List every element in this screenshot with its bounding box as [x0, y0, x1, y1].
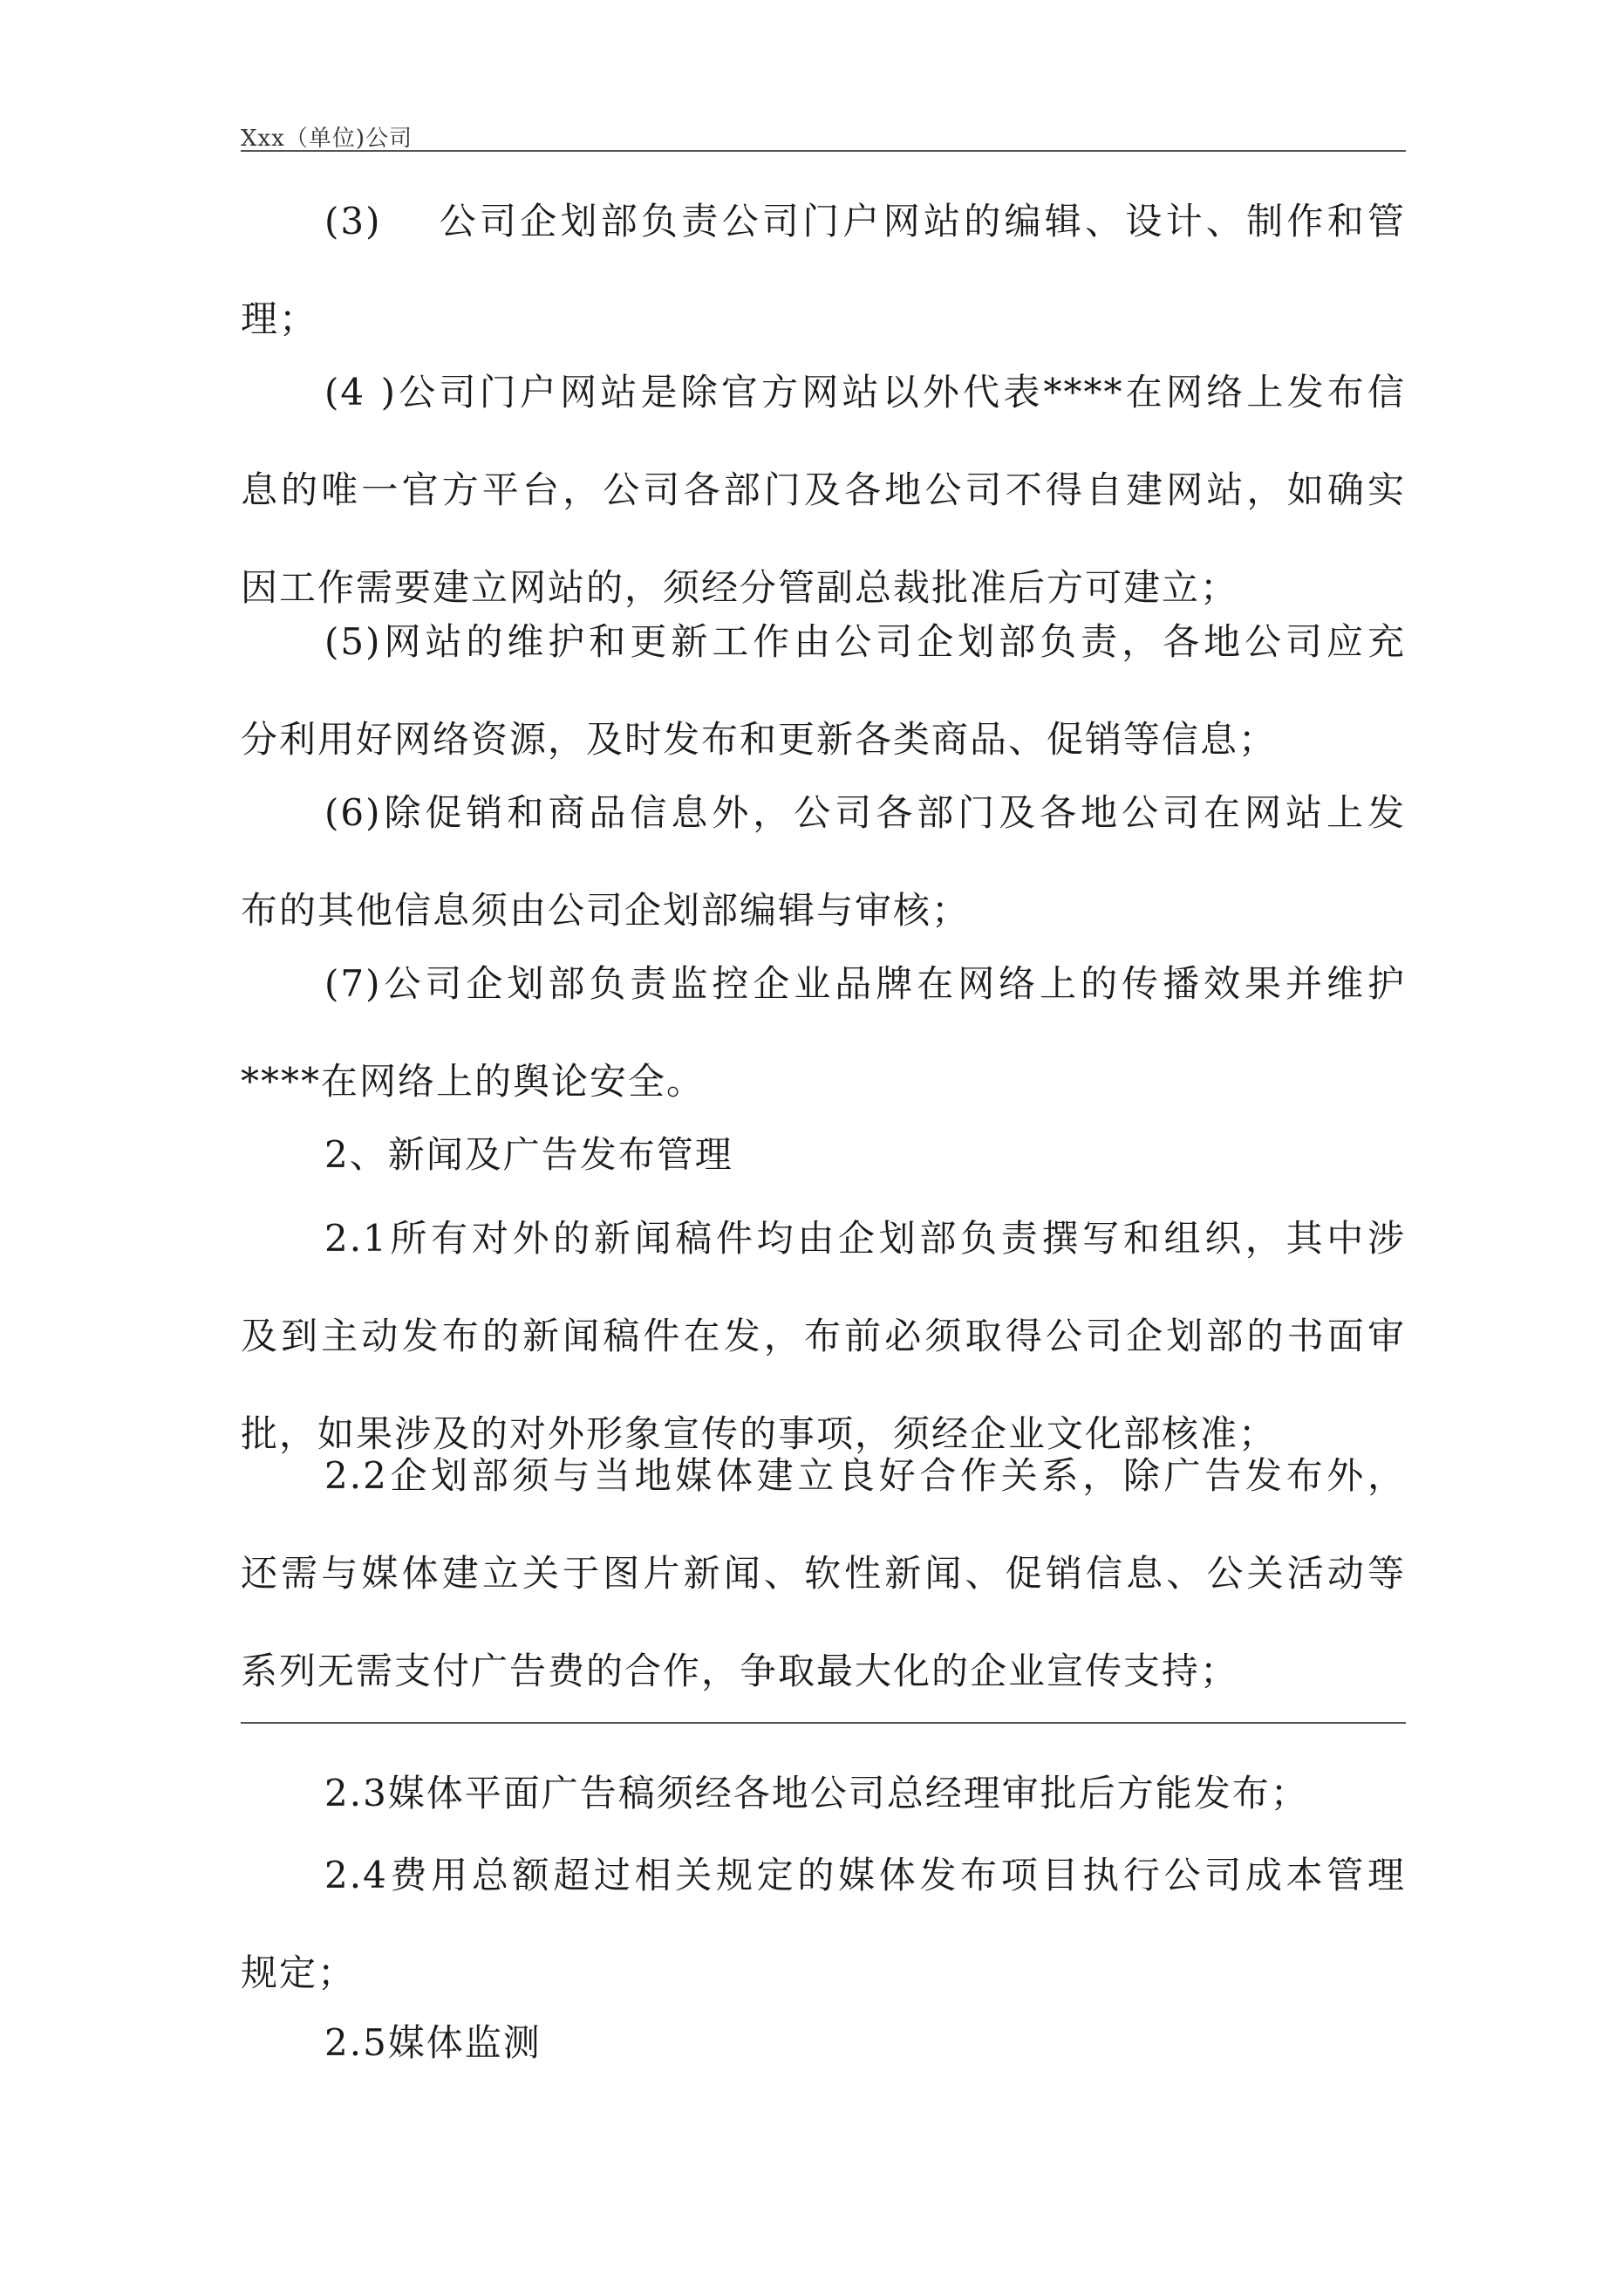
- text-line: ****在网络上的舆论安全。: [241, 1060, 706, 1103]
- header-company-name: Xxx（单位)公司: [241, 126, 413, 152]
- text-line: (6)除促销和商品信息外，公司各部门及各地公司在网站上发: [324, 791, 1406, 834]
- paragraph-2-4: [241, 1827, 1406, 2022]
- text-line: 系列无需支付广告费的合作，争取最大化的企业宣传支持；: [241, 1650, 1239, 1692]
- paragraph-2-5: [241, 1994, 1406, 2092]
- text-line: 2.1所有对外的新闻稿件均由企划部负责撰写和组织，其中涉: [324, 1217, 1406, 1260]
- paragraph-item-3: [241, 173, 1406, 368]
- text-line: 还需与媒体建立关于图片新闻、软性新闻、促销信息、公关活动等: [241, 1552, 1406, 1595]
- text-line: 理；: [241, 297, 318, 340]
- text-line: 2.2企划部须与当地媒体建立良好合作关系，除广告发布外，: [324, 1454, 1406, 1497]
- text-line: 2.3媒体平面广告稿须经各地公司总经理审批后方能发布；: [324, 1772, 1309, 1814]
- text-line: 分利用好网络资源，及时发布和更新各类商品、促销等信息；: [241, 718, 1278, 761]
- text-line: (4 )公司门户网站是除官方网站以外代表****在网络上发布信: [324, 371, 1406, 413]
- text-line: 因工作需要建立网站的，须经分管副总裁批准后方可建立；: [241, 566, 1239, 609]
- text-line: 及到主动发布的新闻稿件在发，布前必须取得公司企划部的书面审: [241, 1315, 1406, 1357]
- text-line: 2、新闻及广告发布管理: [324, 1133, 733, 1176]
- text-line: 规定；: [241, 1951, 357, 1994]
- paragraph-item-7: [241, 935, 1406, 1131]
- text-line: 批，如果涉及的对外形象宣传的事项，须经企业文化部核准；: [241, 1412, 1278, 1455]
- text-line: 2.5媒体监测: [324, 2021, 542, 2064]
- text-line: (5)网站的维护和更新工作由公司企划部负责，各地公司应充: [324, 620, 1406, 663]
- text-line: (7)公司企划部负责监控企业品牌在网络上的传播效果并维护: [324, 962, 1406, 1005]
- header-divider: [241, 150, 1406, 152]
- paragraph-item-6: [241, 764, 1406, 960]
- text-line: 布的其他信息须由公司企划部编辑与审核；: [241, 889, 971, 932]
- text-line: (3) 公司企划部负责公司门户网站的编辑、设计、制作和管: [324, 200, 1406, 243]
- paragraph-item-5: [241, 593, 1406, 789]
- text-line: 2.4费用总额超过相关规定的媒体发布项目执行公司成本管理: [324, 1854, 1406, 1896]
- paragraph-2-2: [241, 1427, 1406, 1720]
- page-break-divider: [241, 1722, 1406, 1724]
- text-line: 息的唯一官方平台，公司各部门及各地公司不得自建网站，如确实: [241, 468, 1406, 511]
